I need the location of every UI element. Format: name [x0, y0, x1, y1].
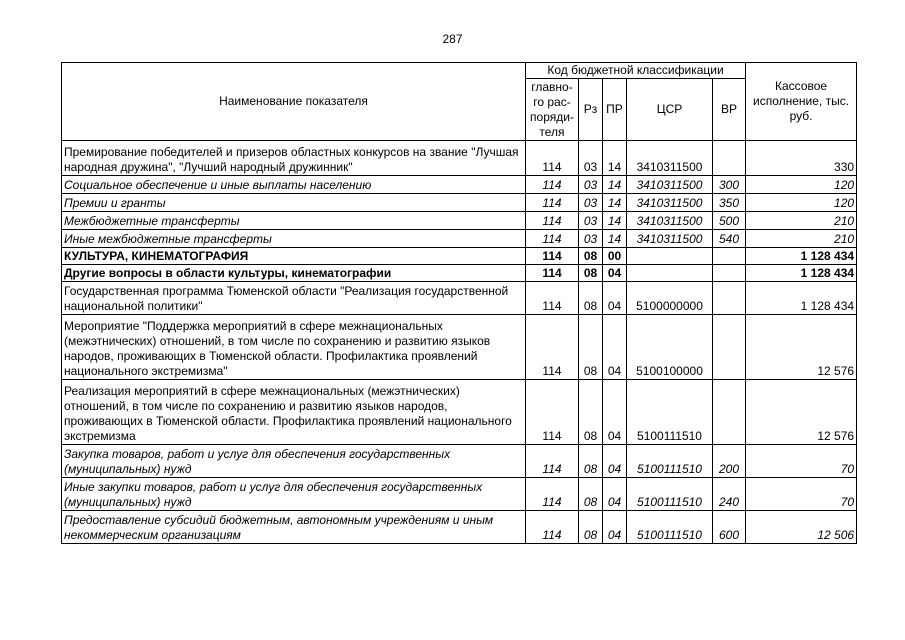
header-glavn: главно-го рас-поряди-теля: [526, 79, 579, 141]
row-pr: 14: [603, 212, 627, 230]
row-csr: 5100111510: [627, 380, 713, 445]
row-glavn: 114: [526, 315, 579, 380]
row-pr: 14: [603, 194, 627, 212]
header-csr: ЦСР: [627, 79, 713, 141]
row-amount: 12 576: [746, 380, 857, 445]
header-rz: Рз: [579, 79, 603, 141]
table-row: [62, 194, 857, 212]
table-row: [62, 176, 857, 194]
table-row: [62, 478, 857, 511]
row-pr: 00: [603, 248, 627, 265]
row-amount: 210: [746, 212, 857, 230]
row-pr: 14: [603, 176, 627, 194]
table-row: [62, 315, 857, 380]
row-rz: 08: [579, 511, 603, 544]
row-rz: 08: [579, 315, 603, 380]
row-glavn: 114: [526, 445, 579, 478]
row-name: Иные межбюджетные трансферты: [62, 230, 526, 248]
row-glavn: 114: [526, 265, 579, 282]
header-amount: Кассовое исполнение, тыс. руб.: [746, 63, 857, 141]
row-amount: 12 576: [746, 315, 857, 380]
row-glavn: 114: [526, 212, 579, 230]
row-vr: 600: [713, 511, 746, 544]
row-rz: 08: [579, 380, 603, 445]
row-amount: 70: [746, 445, 857, 478]
row-amount: 210: [746, 230, 857, 248]
row-glavn: 114: [526, 141, 579, 176]
row-pr: 04: [603, 315, 627, 380]
row-pr: 04: [603, 511, 627, 544]
table-row: [62, 265, 857, 282]
table-row: [62, 212, 857, 230]
row-pr: 04: [603, 445, 627, 478]
row-csr: 5100111510: [627, 445, 713, 478]
row-rz: 08: [579, 478, 603, 511]
row-glavn: 114: [526, 511, 579, 544]
row-pr: 14: [603, 230, 627, 248]
header-name: Наименование показателя: [62, 63, 526, 141]
row-pr: 04: [603, 478, 627, 511]
row-glavn: 114: [526, 176, 579, 194]
row-rz: 03: [579, 176, 603, 194]
row-name: Премии и гранты: [62, 194, 526, 212]
table-row: [62, 380, 857, 445]
table-row: [62, 248, 857, 265]
table-row: [62, 511, 857, 544]
row-vr: 540: [713, 230, 746, 248]
row-csr: 5100111510: [627, 511, 713, 544]
row-name: Другие вопросы в области культуры, кинематографии: [62, 265, 526, 282]
row-vr: [713, 265, 746, 282]
row-amount: 1 128 434: [746, 265, 857, 282]
row-csr: [627, 265, 713, 282]
row-glavn: 114: [526, 380, 579, 445]
row-name: Межбюджетные трансферты: [62, 212, 526, 230]
row-vr: [713, 248, 746, 265]
row-rz: 03: [579, 194, 603, 212]
row-glavn: 114: [526, 230, 579, 248]
header-vr: ВР: [713, 79, 746, 141]
row-amount: 12 506: [746, 511, 857, 544]
page-number: 287: [442, 32, 463, 46]
row-rz: 08: [579, 445, 603, 478]
row-rz: 08: [579, 248, 603, 265]
row-rz: 03: [579, 141, 603, 176]
row-vr: [713, 380, 746, 445]
row-vr: 350: [713, 194, 746, 212]
row-csr: 5100111510: [627, 478, 713, 511]
row-amount: 1 128 434: [746, 248, 857, 265]
table-row: [62, 141, 857, 176]
row-name: Реализация мероприятий в сфере межнациональных (межэтнических) отношений, в том числе по сохранению и развитию языков народов, проживающих в Тюменской области. Профилактика проявлений национального экстремизма: [62, 380, 526, 445]
row-glavn: 114: [526, 248, 579, 265]
row-pr: 14: [603, 141, 627, 176]
row-vr: [713, 282, 746, 315]
row-glavn: 114: [526, 194, 579, 212]
row-pr: 04: [603, 265, 627, 282]
table-row: [62, 282, 857, 315]
header-code-group: Код бюджетной классификации: [526, 63, 746, 79]
table-row: [62, 445, 857, 478]
row-amount: 120: [746, 176, 857, 194]
row-csr: 3410311500: [627, 141, 713, 176]
row-name: Иные закупки товаров, работ и услуг для обеспечения государственных (муниципальных) нужд: [62, 478, 526, 511]
row-glavn: 114: [526, 282, 579, 315]
table-body: [62, 141, 857, 544]
row-glavn: 114: [526, 478, 579, 511]
row-name: Премирование победителей и призеров областных конкурсов на звание "Лучшая народная дружина", "Лучший народный дружинник": [62, 141, 526, 176]
row-rz: 08: [579, 265, 603, 282]
row-amount: 330: [746, 141, 857, 176]
row-csr: 3410311500: [627, 194, 713, 212]
row-vr: 500: [713, 212, 746, 230]
row-rz: 03: [579, 230, 603, 248]
row-csr: 5100100000: [627, 315, 713, 380]
row-vr: 240: [713, 478, 746, 511]
row-pr: 04: [603, 282, 627, 315]
row-vr: 200: [713, 445, 746, 478]
row-pr: 04: [603, 380, 627, 445]
row-amount: 1 128 434: [746, 282, 857, 315]
budget-table: [61, 62, 857, 544]
row-name: Социальное обеспечение и иные выплаты населению: [62, 176, 526, 194]
row-name: Мероприятие "Поддержка мероприятий в сфере межнациональных (межэтнических) отношений, в том числе по сохранению и развитию языков народов, проживающих в Тюменской области. Профилактика проявлений национального экстремизма": [62, 315, 526, 380]
row-vr: 300: [713, 176, 746, 194]
row-name: Предоставление субсидий бюджетным, автономным учреждениям и иным некоммерческим организациям: [62, 511, 526, 544]
row-name: Закупка товаров, работ и услуг для обеспечения государственных (муниципальных) нужд: [62, 445, 526, 478]
row-vr: [713, 315, 746, 380]
row-amount: 70: [746, 478, 857, 511]
row-name: Государственная программа Тюменской области "Реализация государственной национальной политики": [62, 282, 526, 315]
row-rz: 03: [579, 212, 603, 230]
table-row: [62, 230, 857, 248]
row-rz: 08: [579, 282, 603, 315]
row-name: КУЛЬТУРА, КИНЕМАТОГРАФИЯ: [62, 248, 526, 265]
row-csr: [627, 248, 713, 265]
row-amount: 120: [746, 194, 857, 212]
row-csr: 3410311500: [627, 176, 713, 194]
row-csr: 3410311500: [627, 212, 713, 230]
row-csr: 5100000000: [627, 282, 713, 315]
row-csr: 3410311500: [627, 230, 713, 248]
header-pr: ПР: [603, 79, 627, 141]
row-vr: [713, 141, 746, 176]
